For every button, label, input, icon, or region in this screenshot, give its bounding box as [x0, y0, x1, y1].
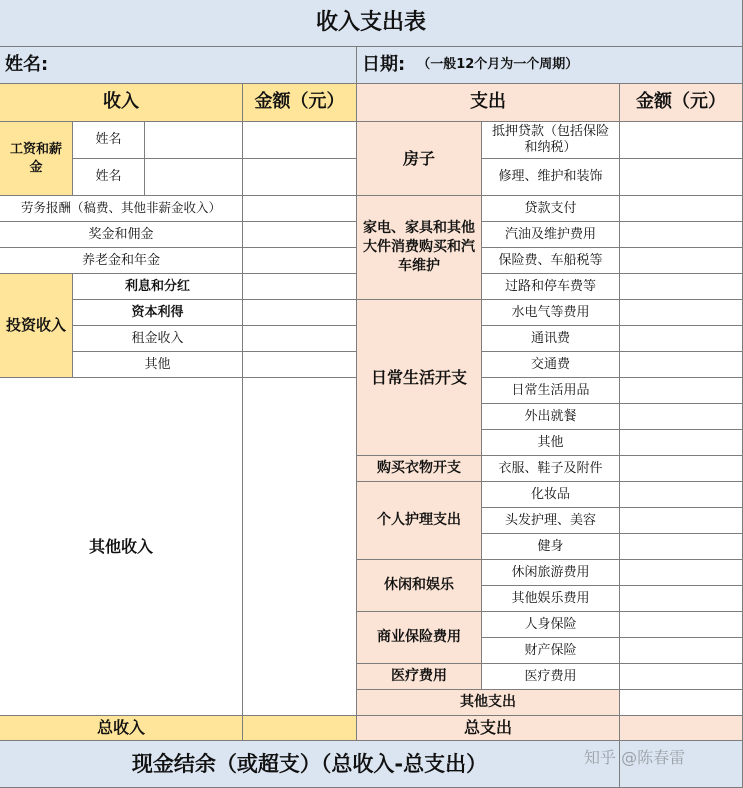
leisure-travel-label: 休闲旅游费用 — [482, 560, 620, 586]
insurance-life-amount[interactable] — [620, 612, 743, 638]
name-label: 姓名: — [5, 53, 49, 75]
other-income-amount[interactable] — [243, 378, 357, 716]
leisure-other-amount[interactable] — [620, 586, 743, 612]
other-expense-amount[interactable] — [620, 690, 743, 716]
income-header: 收入 — [0, 84, 243, 122]
clothing-group-label: 购买衣物开支 — [357, 456, 482, 482]
total-expense-amount[interactable] — [620, 716, 743, 741]
salary-amount-1[interactable] — [243, 122, 357, 159]
expense-amount-header: 金额（元） — [620, 84, 743, 122]
salary-group-label: 工资和薪金 — [0, 122, 73, 196]
big-fuel-amount[interactable] — [620, 222, 743, 248]
daily-comm-amount[interactable] — [620, 326, 743, 352]
investment-group-label: 投资收入 — [0, 274, 73, 378]
leisure-group-label: 休闲和娱乐 — [357, 560, 482, 612]
big-purchase-group-label: 家电、家具和其他大件消费购买和汽车维护 — [357, 196, 482, 300]
big-toll-amount[interactable] — [620, 274, 743, 300]
daily-goods-amount[interactable] — [620, 378, 743, 404]
big-insurance-label: 保险费、车船税等 — [482, 248, 620, 274]
daily-other-label: 其他 — [482, 430, 620, 456]
bonus-amount[interactable] — [243, 222, 357, 248]
clothing-item-amount[interactable] — [620, 456, 743, 482]
leisure-travel-amount[interactable] — [620, 560, 743, 586]
salary-amount-2[interactable] — [243, 159, 357, 196]
house-repair-label: 修理、维护和装饰 — [482, 159, 620, 196]
daily-utility-amount[interactable] — [620, 300, 743, 326]
personal-fitness-amount[interactable] — [620, 534, 743, 560]
daily-comm-label: 通讯费 — [482, 326, 620, 352]
big-insurance-amount[interactable] — [620, 248, 743, 274]
date-label: 日期: — [362, 53, 406, 75]
clothing-item-label: 衣服、鞋子及附件 — [482, 456, 620, 482]
other-expense-label: 其他支出 — [357, 690, 620, 716]
pension-amount[interactable] — [243, 248, 357, 274]
cash-balance-label: 现金结余（或超支）（总收入-总支出） — [0, 741, 620, 788]
date-note: （一般12个月为一个周期） — [417, 57, 579, 73]
personal-hair-amount[interactable] — [620, 508, 743, 534]
invest-other-amount[interactable] — [243, 352, 357, 378]
daily-transport-amount[interactable] — [620, 352, 743, 378]
invest-rent-amount[interactable] — [243, 326, 357, 352]
sheet-title: 收入支出表 — [0, 0, 743, 47]
invest-interest-amount[interactable] — [243, 274, 357, 300]
personal-cosmetics-amount[interactable] — [620, 482, 743, 508]
personal-fitness-label: 健身 — [482, 534, 620, 560]
insurance-group-label: 商业保险费用 — [357, 612, 482, 664]
watermark: 知乎 @陈春雷 — [584, 748, 686, 767]
daily-dining-amount[interactable] — [620, 404, 743, 430]
big-loan-label: 贷款支付 — [482, 196, 620, 222]
big-fuel-label: 汽油及维护费用 — [482, 222, 620, 248]
salary-name-input-1[interactable] — [145, 122, 243, 159]
date-field[interactable] — [357, 47, 743, 84]
insurance-property-amount[interactable] — [620, 638, 743, 664]
salary-name-input-2[interactable] — [145, 159, 243, 196]
invest-rent-label: 租金收入 — [73, 326, 243, 352]
total-income-label: 总收入 — [0, 716, 243, 741]
leisure-other-label: 其他娱乐费用 — [482, 586, 620, 612]
house-mortgage-amount[interactable] — [620, 122, 743, 159]
total-income-amount[interactable] — [243, 716, 357, 741]
labor-amount[interactable] — [243, 196, 357, 222]
medical-item-amount[interactable] — [620, 664, 743, 690]
daily-utility-label: 水电气等费用 — [482, 300, 620, 326]
daily-other-amount[interactable] — [620, 430, 743, 456]
house-repair-amount[interactable] — [620, 159, 743, 196]
other-income-label: 其他收入 — [0, 378, 243, 716]
insurance-property-label: 财产保险 — [482, 638, 620, 664]
invest-other-label: 其他 — [73, 352, 243, 378]
daily-group-label: 日常生活开支 — [357, 300, 482, 456]
invest-capital-amount[interactable] — [243, 300, 357, 326]
big-toll-label: 过路和停车费等 — [482, 274, 620, 300]
invest-capital-label: 资本利得 — [73, 300, 243, 326]
salary-name-label-1: 姓名 — [73, 122, 145, 159]
invest-interest-label: 利息和分红 — [73, 274, 243, 300]
personal-group-label: 个人护理支出 — [357, 482, 482, 560]
total-expense-label: 总支出 — [357, 716, 620, 741]
daily-dining-label: 外出就餐 — [482, 404, 620, 430]
labor-label: 劳务报酬（稿费、其他非薪金收入） — [0, 196, 243, 222]
pension-label: 养老金和年金 — [0, 248, 243, 274]
medical-group-label: 医疗费用 — [357, 664, 482, 690]
big-loan-amount[interactable] — [620, 196, 743, 222]
daily-transport-label: 交通费 — [482, 352, 620, 378]
expense-header: 支出 — [357, 84, 620, 122]
salary-name-label-2: 姓名 — [73, 159, 145, 196]
personal-hair-label: 头发护理、美容 — [482, 508, 620, 534]
name-field[interactable] — [0, 47, 357, 84]
income-amount-header: 金额（元） — [243, 84, 357, 122]
daily-goods-label: 日常生活用品 — [482, 378, 620, 404]
medical-item-label: 医疗费用 — [482, 664, 620, 690]
personal-cosmetics-label: 化妆品 — [482, 482, 620, 508]
bonus-label: 奖金和佣金 — [0, 222, 243, 248]
insurance-life-label: 人身保险 — [482, 612, 620, 638]
house-mortgage-label: 抵押贷款（包括保险和纳税） — [482, 122, 620, 159]
house-group-label: 房子 — [357, 122, 482, 196]
